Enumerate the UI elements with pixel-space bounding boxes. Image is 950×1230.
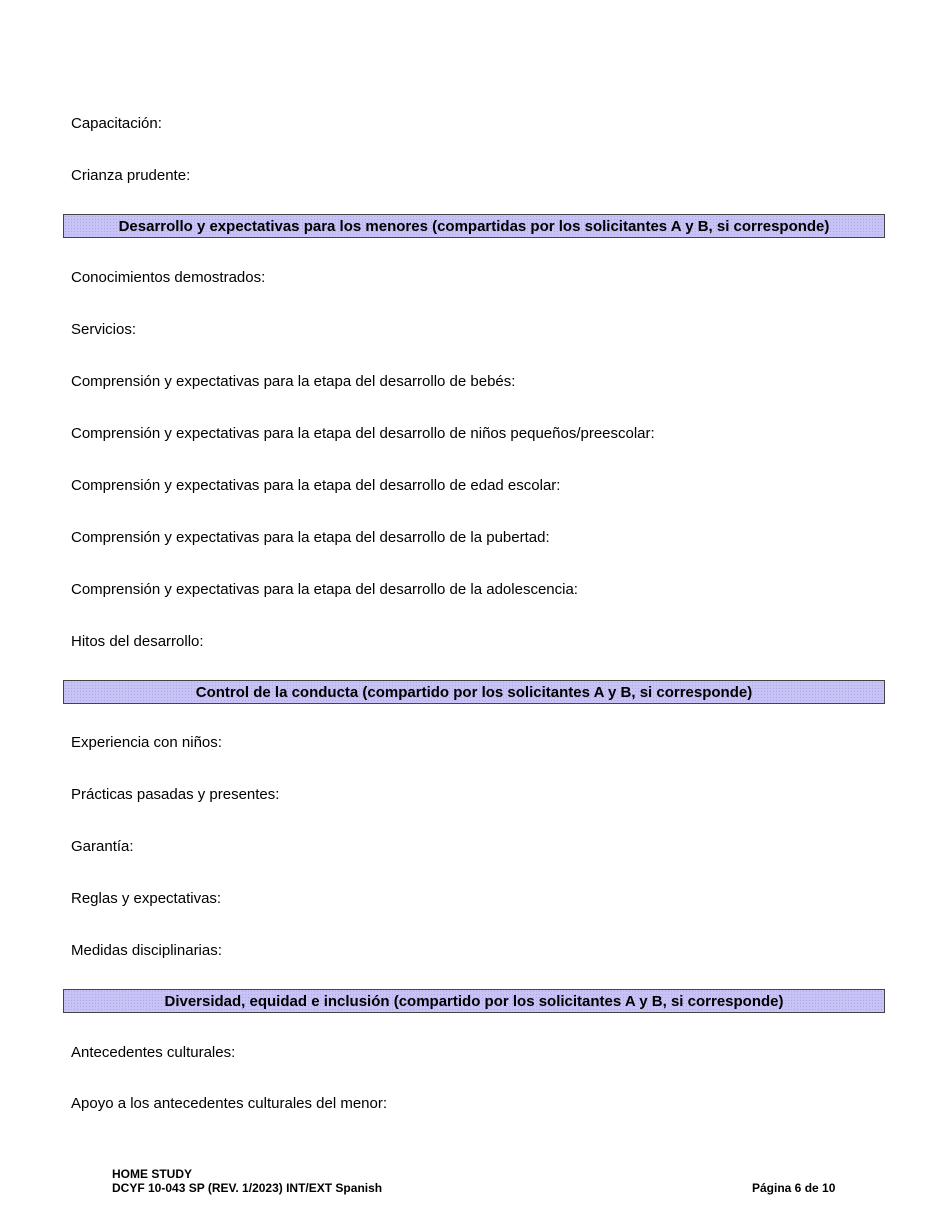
section-header-conducta [63, 680, 885, 704]
field-preescolar: Comprensión y expectativas para la etapa del desarrollo de niños pequeños/preescolar: [71, 425, 655, 442]
field-pubertad: Comprensión y expectativas para la etapa del desarrollo de la pubertad: [71, 529, 550, 546]
field-experiencia: Experiencia con niños: [71, 734, 222, 751]
field-apoyo: Apoyo a los antecedentes culturales del menor: [71, 1095, 388, 1112]
field-crianza-prudente: Crianza prudente: [71, 167, 191, 184]
footer-form-title: HOME STUDY [112, 1167, 193, 1181]
section-title-diversidad: Diversidad, equidad e inclusión (compartido por los solicitantes A y B, si corresponde) [164, 992, 784, 1010]
field-medidas: Medidas disciplinarias: [71, 942, 222, 959]
footer-form-number: DCYF 10-043 SP (REV. 1/2023) INT/EXT Spanish [112, 1181, 383, 1195]
field-conocimientos: Conocimientos demostrados: [71, 269, 266, 286]
field-adolescencia: Comprensión y expectativas para la etapa del desarrollo de la adolescencia: [71, 581, 578, 598]
field-bebes: Comprensión y expectativas para la etapa del desarrollo de bebés: [71, 373, 516, 390]
section-header-desarrollo [63, 214, 885, 238]
field-hitos: Hitos del desarrollo: [71, 633, 204, 650]
field-servicios: Servicios: [71, 321, 137, 338]
footer-page-number: Página 6 de 10 [752, 1181, 836, 1195]
field-capacitacion: Capacitación: [71, 115, 162, 132]
field-reglas: Reglas y expectativas: [71, 890, 222, 907]
section-title-conducta: Control de la conducta (compartido por los solicitantes A y B, si corresponde) [195, 683, 753, 701]
section-header-diversidad [63, 989, 885, 1013]
section-title-desarrollo: Desarrollo y expectativas para los menores (compartidas por los solicitantes A y B, si corresponde) [118, 217, 830, 235]
field-garantia: Garantía: [71, 838, 134, 855]
field-edad-escolar: Comprensión y expectativas para la etapa del desarrollo de edad escolar: [71, 477, 561, 494]
field-practicas: Prácticas pasadas y presentes: [71, 786, 280, 803]
field-antecedentes: Antecedentes culturales: [71, 1044, 236, 1061]
